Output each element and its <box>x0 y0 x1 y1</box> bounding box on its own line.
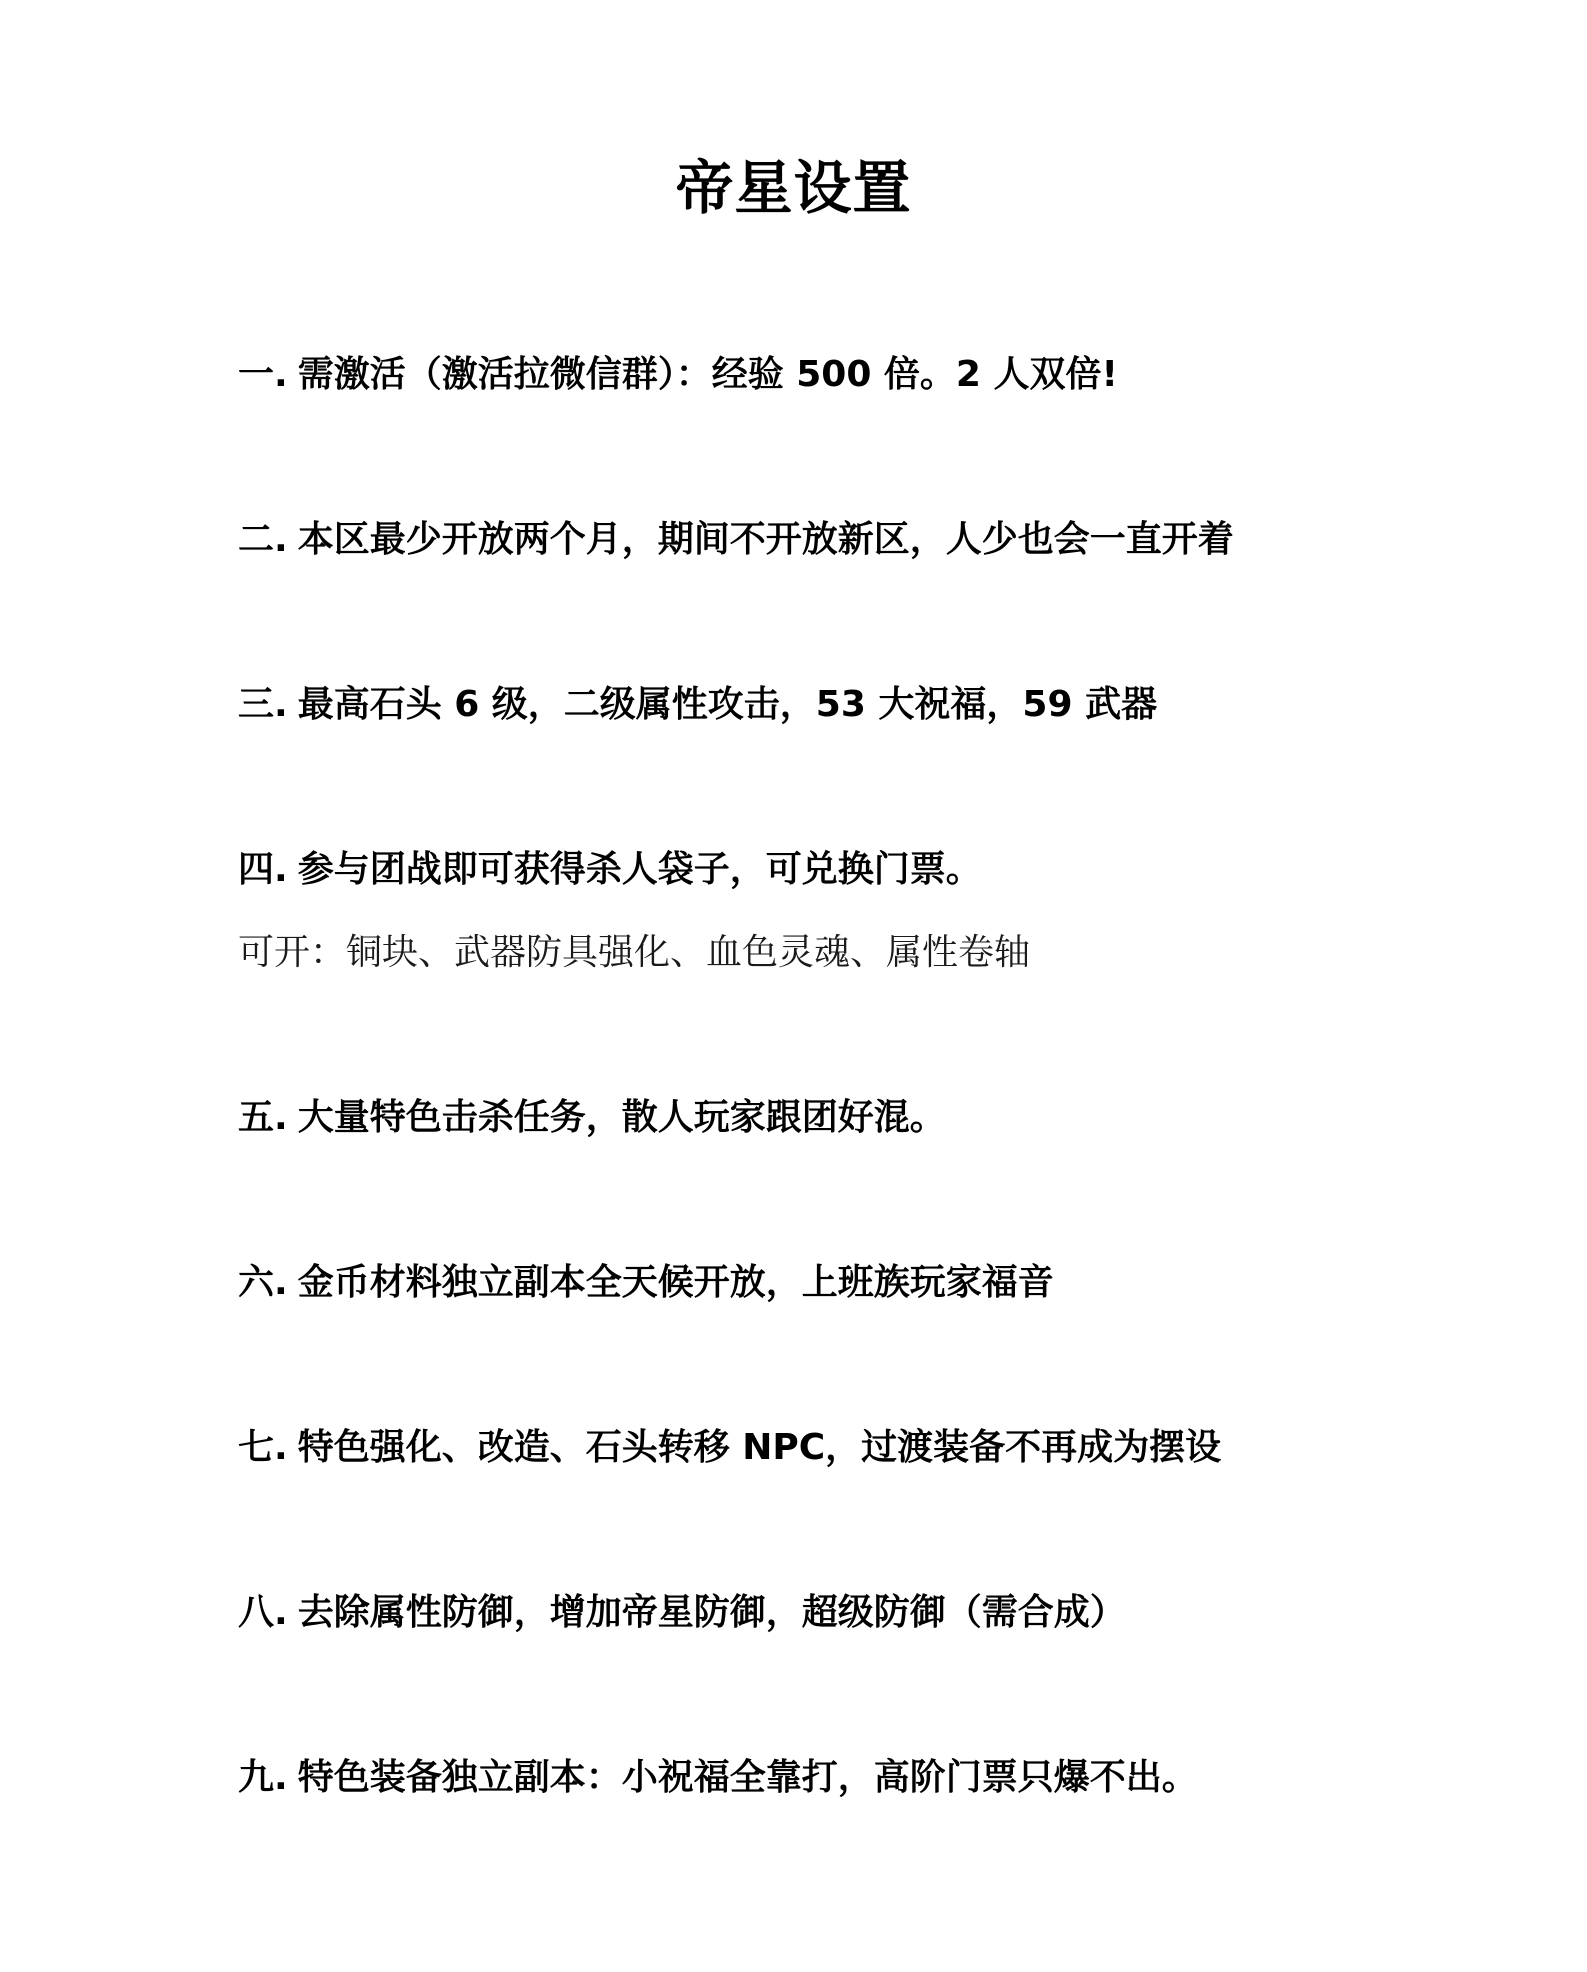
item-number: 七. <box>238 1427 288 1468</box>
item-text: 特色强化、改造、石头转移 NPC，过渡装备不再成为摆设 <box>297 1427 1222 1468</box>
item-number: 三. <box>238 684 288 725</box>
list-item-9 <box>238 1753 1438 1803</box>
list-item-7 <box>238 1423 1438 1473</box>
page-title: 帝星设置 <box>675 154 912 222</box>
list-item-4-subtext: 可开：铜块、武器防具强化、血色灵魂、属性卷轴 <box>238 932 1031 973</box>
item-text: 大量特色击杀任务，散人玩家跟团好混。 <box>297 1097 946 1138</box>
item-number: 九. <box>238 1757 288 1798</box>
item-number: 六. <box>238 1262 288 1303</box>
list-item-1 <box>238 350 1438 400</box>
list-item-8 <box>238 1588 1438 1638</box>
list-item-3 <box>238 680 1438 730</box>
item-text: 金币材料独立副本全天候开放，上班族玩家福音 <box>297 1262 1054 1303</box>
item-text: 特色装备独立副本：小祝福全靠打，高阶门票只爆不出。 <box>297 1757 1198 1798</box>
list-item-5 <box>238 1093 1438 1143</box>
item-number: 四. <box>238 849 288 890</box>
item-number: 八. <box>238 1592 288 1633</box>
item-text: 本区最少开放两个月，期间不开放新区，人少也会一直开着 <box>297 519 1234 560</box>
list-item-2 <box>238 515 1438 565</box>
list-item-4 <box>238 845 1438 895</box>
item-text: 最高石头 6 级，二级属性攻击，53 大祝福，59 武器 <box>297 684 1158 725</box>
item-text: 参与团战即可获得杀人袋子，可兑换门票。 <box>297 849 982 890</box>
item-text: 去除属性防御，增加帝星防御，超级防御（需合成） <box>297 1592 1126 1633</box>
item-number: 二. <box>238 519 288 560</box>
item-number: 五. <box>238 1097 288 1138</box>
list-item-6 <box>238 1258 1438 1308</box>
item-text: 需激活（激活拉微信群）：经验 500 倍。2 人双倍! <box>297 354 1118 395</box>
item-number: 一. <box>238 354 288 395</box>
